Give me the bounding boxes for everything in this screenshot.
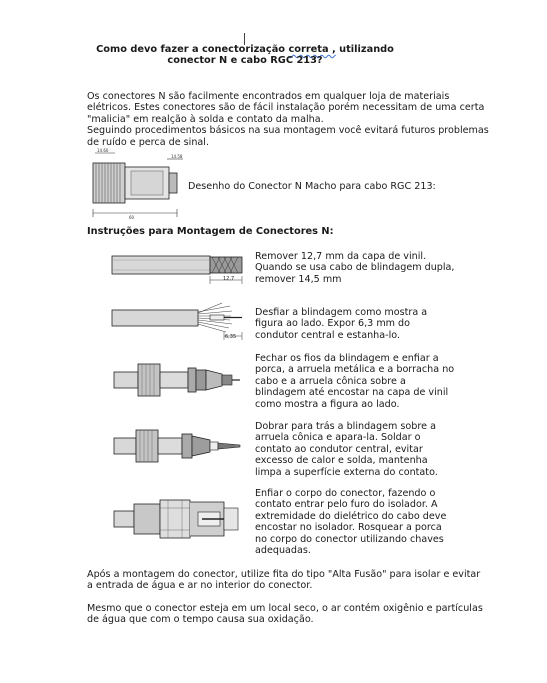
step4-figure [112,424,247,471]
page-title [80,44,410,67]
footer-paragraph-1: Após a montagem do conector, utilize fita do tipo "Alta Fusão" para isolar e evitar a entrada de água e ar no interior do conector. [87,569,481,592]
step2-dimension: 6,35 [225,334,237,340]
connector-drawing [85,149,185,224]
step3-figure [112,356,242,407]
svg-text:14.58: 14.58 [171,154,183,159]
step1-figure [110,248,245,291]
step1-text: Remover 12,7 mm da capa de vinil. Quando se usa cabo de blindagem dupla, remover 14,5 mm [255,251,455,285]
step1-dimension: 12,7 [223,276,235,282]
step2-text: Desfiar a blindagem como mostra a figura ao lado. Expor 6,3 mm do condutor central e estanha-lo. [255,307,428,341]
title-misspelled-word: correta , [288,44,336,55]
step3-text: Fechar os fios da blindagem e enfiar a porca, a arruela metálica e a borracha no cabo e a arruela cônica sobre a blindagem até encostar na capa de vinil como mostra a figura ao lado. [255,353,455,410]
connector-caption: Desenho do Conector N Macho para cabo RGC 213: [188,181,436,192]
footer-paragraph-2: Mesmo que o conector esteja em um local seco, o ar contém oxigênio e partículas de água que com o tempo causa sua oxidação. [87,603,483,626]
intro-paragraph: Os conectores N são facilmente encontrados em qualquer loja de materiais elétricos. Estes conectores são de fácil instalação porém necessitam de uma certa "malicia" em realção à solda e contato da malha. Seguindo procedimentos básicos na sua montagem você evitará futuros problemas de ruído e perca de sinal. [87,91,489,148]
instructions-heading: Instruções para Montagem de Conectores N: [87,226,334,237]
title-line2: conector N e cabo RGC 213? [167,55,323,67]
step4-text: Dobrar para trás a blindagem sobre a arruela cônica e apara-la. Soldar o contato ao condutor central, evitar excesso de calor e solda, mantenha limpa a superfície externa do contato. [255,421,438,478]
step2-figure [110,300,245,347]
svg-text:60: 60 [129,215,135,220]
title-line1-end: utilizando [335,44,394,55]
step5-figure [112,494,247,547]
svg-text:14.60: 14.60 [97,148,109,153]
step5-text: Enfiar o corpo do conector, fazendo o contato entrar pelo furo do isolador. A extremidade do dielétrico do cabo deve encostar no isolador. Rosquear a porca no corpo do conector utilizando chaves adequadas. [255,488,447,557]
title-line1-start: Como devo fazer a conectorização [96,44,289,55]
